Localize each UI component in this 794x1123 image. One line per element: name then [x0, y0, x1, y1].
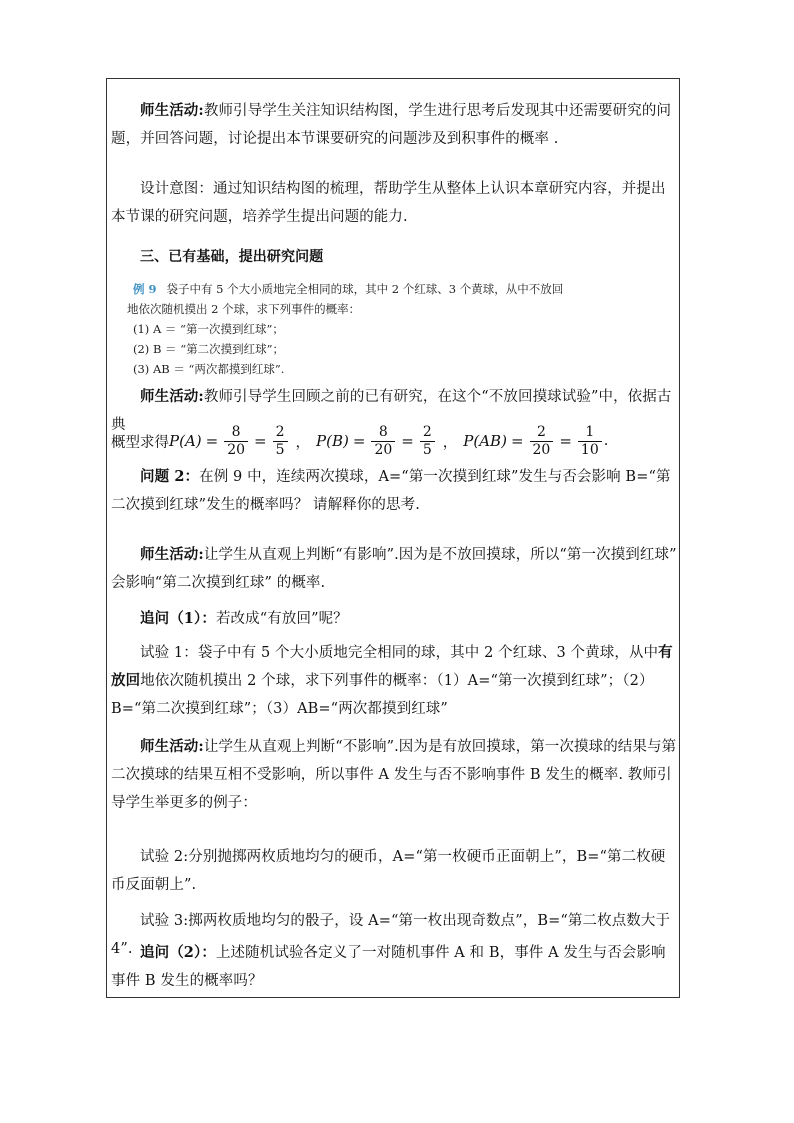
- activity-label: 师生活动:: [140, 546, 204, 563]
- trial-2-paragraph: [111, 843, 677, 899]
- followup-label: 追问（1）：: [140, 610, 216, 627]
- example-text-1: 袋子中有 5 个大小质地完全相同的球，其中 2 个红球、3 个黄球，从中不放回: [166, 282, 564, 296]
- formula-prefix: 概型求得: [111, 434, 169, 451]
- activity-label: 师生活动:: [140, 738, 204, 755]
- fraction: $\frac{2}{5}$: [420, 424, 435, 459]
- teacher-activity-paragraph-4: [111, 733, 677, 817]
- followup-text: 上述随机试验各定义了一对随机事件 A 和 B，事件 A 发生与否会影响事件 B 发生的概率吗？: [111, 945, 666, 989]
- question-label: 问题 2：: [140, 468, 200, 485]
- teacher-activity-paragraph-1: [111, 97, 677, 153]
- example-item-3: (3) AB ＝ “两次都摸到红球”.: [133, 362, 285, 376]
- fraction: $\frac{8}{20}$: [371, 424, 395, 459]
- question-2-paragraph: [111, 463, 677, 519]
- activity-text: 让学生从直观上判断“有影响”.因为是不放回摸球，所以“第一次摸到红球” 会影响“第二次摸到红球” 的概率.: [111, 547, 677, 591]
- fraction: $\frac{8}{20}$: [224, 424, 248, 459]
- trial-text: 试验 1：袋子中有 5 个大小质地完全相同的球，其中 2 个红球、3 个黄球，从中: [140, 645, 659, 661]
- followup-label: 追问（2）：: [140, 944, 216, 961]
- activity-label: 师生活动:: [140, 388, 204, 405]
- formula-pb: P(B): [316, 432, 349, 450]
- example-line-1: [133, 279, 653, 299]
- section-heading: 三、已有基础，提出研究问题: [140, 249, 324, 265]
- formula-pab: P(AB): [463, 432, 507, 450]
- probability-formula-row: 概型求得 P(A) = $\frac{8}{20}$ = $\frac{2}{5}$ ， P(B) = $\frac{8}{20}$ = $\frac{2}{5}$ ， P(AB) = $\frac{2}{20}$ = $\frac{1}{10}$ .: [111, 423, 609, 458]
- formula-pa: P(A): [169, 432, 202, 450]
- trial-text: 试验 3:掷两枚质地均匀的骰子，设 A=“第一枚出现奇数点”，B=“第二枚点数大于 4”.: [111, 913, 671, 957]
- design-intent-text: 设计意图：通过知识结构图的梳理，帮助学生从整体上认识本章研究内容，并提出本节课的研究问题，培养学生提出问题的能力.: [111, 181, 666, 225]
- fraction: $\frac{1}{10}$: [578, 424, 602, 459]
- trial-1-paragraph: [111, 639, 677, 723]
- activity-text: 教师引导学生关注知识结构图，学生进行思考后发现其中还需要研究的问题，并回答问题，讨论提出本节课要研究的问题涉及到积事件的概率 .: [111, 103, 672, 147]
- example-item-2: (2) B ＝ “第二次摸到红球”；: [133, 342, 284, 356]
- example-item-1: (1) A ＝ “第一次摸到红球”；: [133, 322, 284, 336]
- trial-text: 试验 2:分别抛掷两枚质地均匀的硬币，A=“第一枚硬币正面朝上”，B=“第二枚硬币反面朝上”.: [111, 849, 666, 893]
- activity-text: 让学生从直观上判断“不影响”.因为是有放回摸球，第一次摸球的结果与第二次摸球的结果互相不受影响，所以事件 A 发生与否不影响事件 B 发生的概率. 教师引导学生举更多的例子：: [111, 739, 677, 811]
- trial-emphasis: 有放回: [111, 644, 673, 689]
- content-table-cell: [106, 78, 680, 998]
- example-line-2: 地依次随机摸出 2 个球，求下列事件的概率：: [127, 302, 361, 316]
- example-9-block: [127, 279, 653, 379]
- followup-1-paragraph: [111, 605, 677, 633]
- followup-text: 若改成“有放回”呢？: [215, 611, 348, 627]
- activity-label: 师生活动:: [140, 102, 204, 119]
- design-intent-paragraph: [111, 175, 677, 231]
- example-label: 例 9: [133, 282, 157, 296]
- fraction: $\frac{2}{20}$: [530, 424, 554, 459]
- trial-text: 地依次随机摸出 2 个球，求下列事件的概率：（1）A=“第一次摸到红球”；（2）B=“第二次摸到红球”；（3）AB=“两次都摸到红球”: [111, 673, 654, 717]
- question-text: 在例 9 中，连续两次摸球，A=“第一次摸到红球”发生与否会影响 B=“第二次摸到红球”发生的概率吗？ 请解释你的思考.: [111, 469, 671, 513]
- fraction: $\frac{2}{5}$: [273, 424, 288, 459]
- followup-2-paragraph: [111, 939, 677, 995]
- activity-text: 教师引导学生回顾之前的已有研究，在这个“不放回摸球试验”中，依据古典: [111, 389, 672, 433]
- teacher-activity-paragraph-3: [111, 541, 677, 597]
